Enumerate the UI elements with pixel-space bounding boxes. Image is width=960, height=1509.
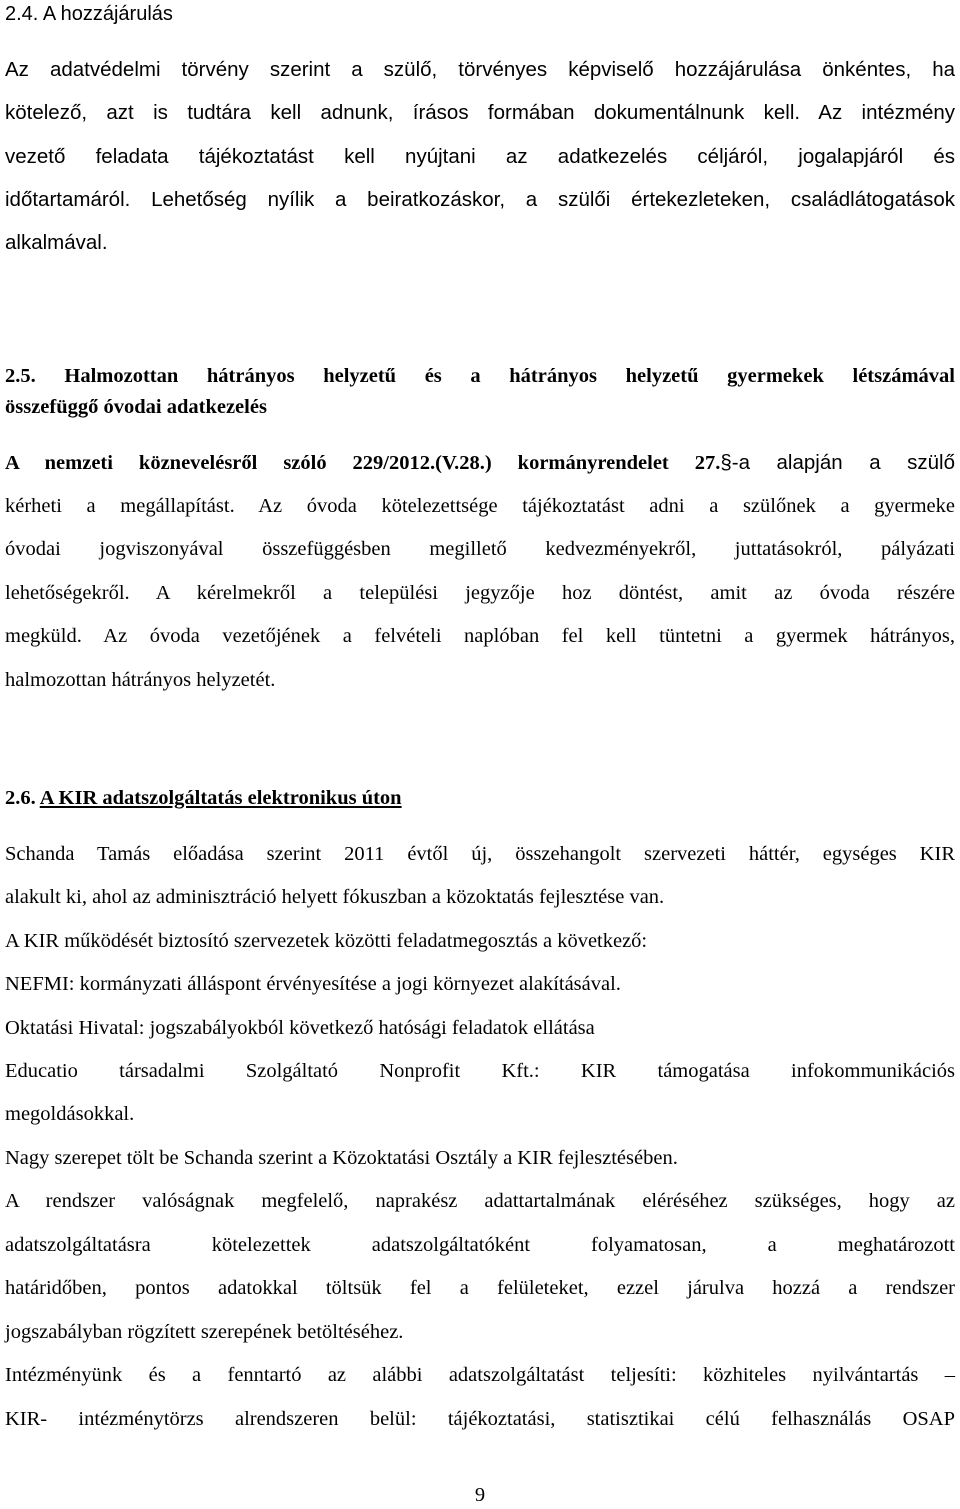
paragraph-line-intro bbox=[5, 451, 955, 475]
regulation-reference: A nemzeti köznevelésről szóló 229/2012.(V.28.) kormányrendelet 27. bbox=[5, 452, 721, 474]
paragraph-line: alakult ki, ahol az adminisztráció helyett fókuszban a közoktatás fejlesztése van. bbox=[5, 886, 665, 908]
section-heading-2-5-line2: összefüggő óvodai adatkezelés bbox=[5, 396, 267, 418]
intro-rest: §-a alapján a szülő bbox=[720, 451, 955, 474]
paragraph-line: Oktatási Hivatal: jogszabályokból következő hatósági feladatok ellátása bbox=[5, 1017, 595, 1039]
paragraph-line: Intézményünk és a fenntartó az alábbi adatszolgáltatást teljesíti: közhiteles nyilvántartás – bbox=[5, 1364, 955, 1386]
paragraph-line: NEFMI: kormányzati álláspont érvényesítése a jogi környezet alakításával. bbox=[5, 973, 621, 995]
paragraph-line: megoldásokkal. bbox=[5, 1103, 135, 1125]
paragraph-line: Educatio társadalmi Szolgáltató Nonprofit Kft.: KIR támogatása infokommunikációs bbox=[5, 1060, 955, 1082]
paragraph-line: Az adatvédelmi törvény szerint a szülő, törvényes képviselő hozzájárulása önkéntes, ha bbox=[5, 58, 955, 81]
section-heading-2-5-line1: 2.5. Halmozottan hátrányos helyzetű és a hátrányos helyzetű gyermekek létszámával bbox=[5, 365, 955, 387]
paragraph-line: lehetőségekről. A kérelmekről a települési jegyzője hoz döntést, amit az óvoda részére bbox=[5, 582, 955, 604]
paragraph-line: vezető feladata tájékoztatást kell nyújtani az adatkezelés céljáról, jogalapjáról és bbox=[5, 145, 955, 168]
paragraph-line: Schanda Tamás előadása szerint 2011 évtől új, összehangolt szervezeti háttér, egységes KIR bbox=[5, 843, 955, 865]
paragraph-line: alkalmával. bbox=[5, 231, 108, 254]
paragraph-line: óvodai jogviszonyával összefüggésben megillető kedvezményekről, juttatásokról, pályázati bbox=[5, 538, 955, 560]
paragraph-line: kötelező, azt is tudtára kell adnunk, írásos formában dokumentálnunk kell. Az intézmény bbox=[5, 101, 955, 124]
paragraph-line: halmozottan hátrányos helyzetét. bbox=[5, 669, 276, 691]
paragraph-line: adatszolgáltatásra kötelezettek adatszolgáltatóként folyamatosan, a meghatározott bbox=[5, 1234, 955, 1256]
section-title: A KIR adatszolgáltatás elektronikus úton bbox=[39, 787, 402, 809]
section-heading-2-6 bbox=[5, 786, 955, 810]
section-number: 2.6. bbox=[5, 787, 36, 809]
section-heading-2-4: 2.4. A hozzájárulás bbox=[5, 3, 173, 25]
paragraph-line: A rendszer valóságnak megfelelő, naprakész adattartalmának eléréséhez szükséges, hogy az bbox=[5, 1190, 955, 1212]
paragraph-line: határidőben, pontos adatokkal töltsük fel a felületeket, ezzel járulva hozzá a rendszer bbox=[5, 1277, 955, 1299]
paragraph-line: jogszabályban rögzített szerepének betöltéséhez. bbox=[5, 1321, 404, 1343]
paragraph-line: időtartamáról. Lehetőség nyílik a beiratkozáskor, a szülői értekezleteken, családlátogatások bbox=[5, 188, 955, 211]
paragraph-line: KIR- intézménytörzs alrendszeren belül: tájékoztatási, statisztikai célú felhasználás OSAP bbox=[5, 1408, 955, 1430]
paragraph-line: Nagy szerepet tölt be Schanda szerint a Közoktatási Osztály a KIR fejlesztésében. bbox=[5, 1147, 678, 1169]
paragraph-line: A KIR működését biztosító szervezetek közötti feladatmegosztás a következő: bbox=[5, 930, 648, 952]
paragraph-line: megküld. Az óvoda vezetőjének a felvételi naplóban fel kell tüntetni a gyermek hátrányos, bbox=[5, 625, 955, 647]
page-number: 9 bbox=[474, 1484, 486, 1506]
paragraph-line: kérheti a megállapítást. Az óvoda kötelezettsége tájékoztatást adni a szülőnek a gyermeke bbox=[5, 495, 955, 517]
